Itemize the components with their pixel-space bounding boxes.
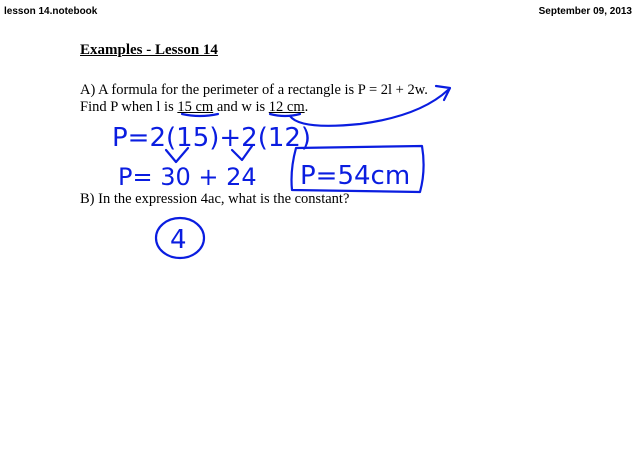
ink-underline-15cm (182, 114, 218, 116)
hw-step1: P=2(15)+2(12) (112, 123, 312, 153)
question-b: B) In the expression 4ac, what is the constant? (80, 191, 350, 207)
hw-answer-b: 4 (170, 225, 187, 255)
page-date: September 09, 2013 (538, 6, 632, 17)
hw-step2: P= 30 + 24 (118, 163, 257, 191)
question-a-middle: and w is (213, 99, 269, 115)
hw-answer-a: P=54cm (300, 161, 411, 191)
ink-arrow-to-formula (290, 90, 448, 126)
page-title: Examples - Lesson 14 (80, 42, 218, 58)
length-value: 15 cm (177, 99, 214, 115)
question-a-suffix: . (304, 99, 309, 115)
question-a-prefix: Find P when l is (80, 99, 178, 115)
question-a-line1: A) A formula for the perimeter of a rectangle is P = 2l + 2w. (80, 82, 428, 98)
width-value: 12 cm (268, 99, 305, 115)
notebook-file-name: lesson 14.notebook (4, 6, 98, 17)
ink-underline-12cm (270, 114, 300, 116)
